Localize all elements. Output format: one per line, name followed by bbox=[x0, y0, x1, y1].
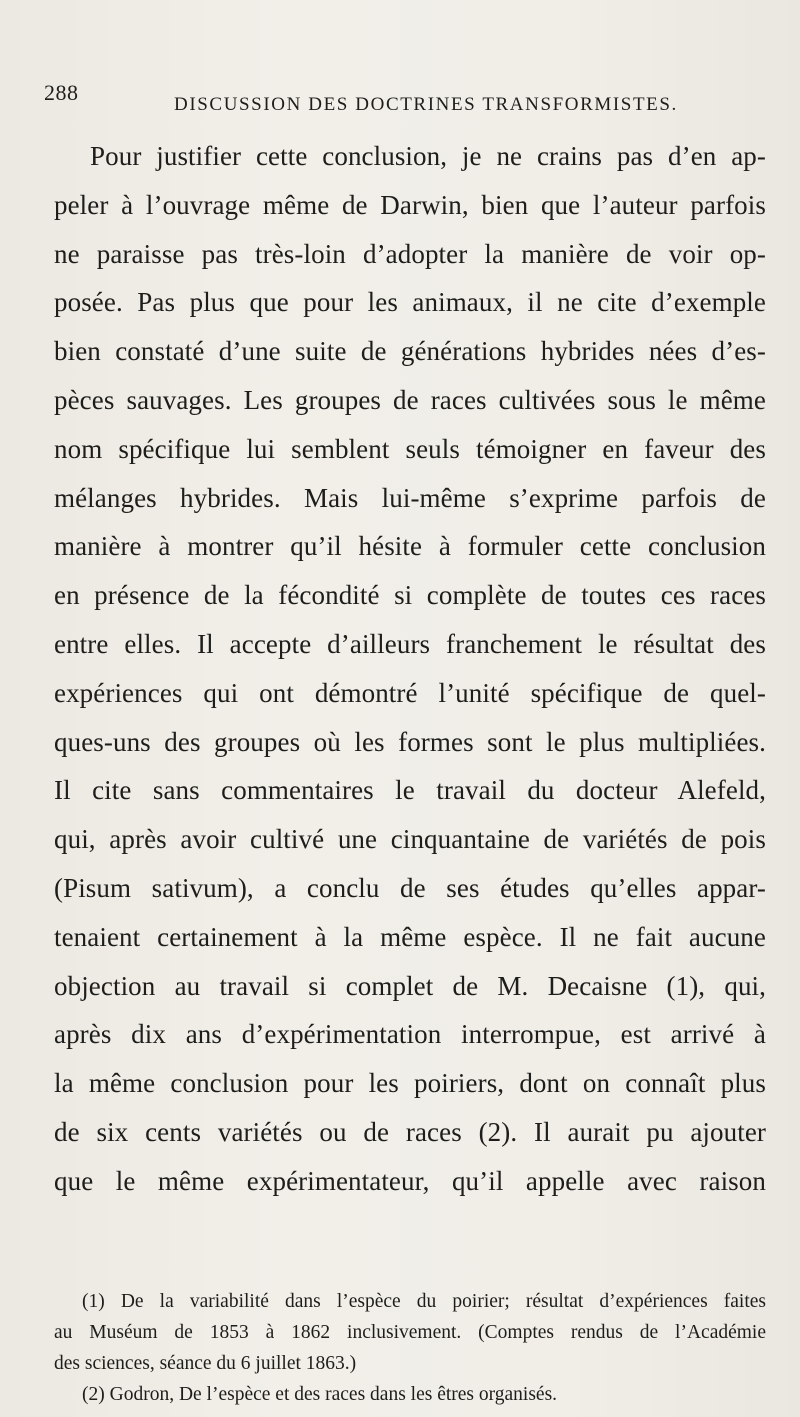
text-line: expériences qui ont démontré l’unité spécifique de quel- bbox=[54, 677, 766, 708]
text-line: après dix ans d’expérimentation interrompue, est arrivé à bbox=[54, 1019, 766, 1050]
text-line: tenaient certainement à la même espèce. Il ne fait aucune bbox=[54, 921, 766, 952]
text-line: Pour justifier cette conclusion, je ne crains pas d’en ap- bbox=[90, 141, 766, 171]
text-line: ne paraisse pas très-loin d’adopter la manière de voir op- bbox=[54, 238, 766, 269]
text-line: pèces sauvages. Les groupes de races cultivées sous le même bbox=[54, 384, 766, 415]
text-line: manière à montrer qu’il hésite à formuler cette conclusion bbox=[54, 531, 766, 562]
text-line: posée. Pas plus que pour les animaux, il ne cite d’exemple bbox=[54, 287, 766, 318]
text-line: objection au travail si complet de M. Decaisne (1), qui, bbox=[54, 970, 766, 1001]
text-line: entre elles. Il accepte d’ailleurs franchement le résultat des bbox=[54, 628, 766, 659]
text-line: (Pisum sativum), a conclu de ses études qu’elles appar- bbox=[54, 872, 766, 903]
page-header bbox=[44, 80, 764, 120]
footnote-1-line: des sciences, séance du 6 juillet 1863.) bbox=[54, 1353, 357, 1374]
text-line: mélanges hybrides. Mais lui-même s’exprime parfois de bbox=[54, 482, 766, 513]
footnotes bbox=[54, 1286, 766, 1410]
text-line: que le même expérimentateur, qu’il appelle avec raison bbox=[54, 1165, 766, 1196]
text-line: de six cents variétés ou de races (2). Il aurait pu ajouter bbox=[54, 1116, 766, 1147]
text-line: peler à l’ouvrage même de Darwin, bien que l’auteur parfois bbox=[54, 189, 766, 220]
text-line: nom spécifique lui semblent seuls témoigner en faveur des bbox=[54, 433, 766, 464]
text-line: ques-uns des groupes où les formes sont le plus multipliées. bbox=[54, 726, 766, 757]
text-line: qui, après avoir cultivé une cinquantaine de variétés de pois bbox=[54, 824, 766, 855]
text-line: Il cite sans commentaires le travail du docteur Alefeld, bbox=[54, 775, 766, 806]
body-paragraph bbox=[54, 132, 766, 1206]
page-number: 288 bbox=[44, 80, 79, 105]
text-line: la même conclusion pour les poiriers, dont on connaît plus bbox=[54, 1068, 766, 1099]
footnote-1-line: (1) De la variabilité dans l’espèce du poirier; résultat d’expériences faites bbox=[82, 1291, 766, 1312]
running-head: DISCUSSION DES DOCTRINES TRANSFORMISTES. bbox=[174, 94, 678, 115]
text-line: bien constaté d’une suite de générations hybrides nées d’es- bbox=[54, 336, 766, 367]
text-line: en présence de la fécondité si complète de toutes ces races bbox=[54, 580, 766, 611]
footnote-1-line: au Muséum de 1853 à 1862 inclusivement. (Comptes rendus de l’Académie bbox=[54, 1322, 766, 1343]
footnote-2-line: (2) Godron, De l’espèce et des races dans les êtres organisés. bbox=[82, 1384, 558, 1405]
